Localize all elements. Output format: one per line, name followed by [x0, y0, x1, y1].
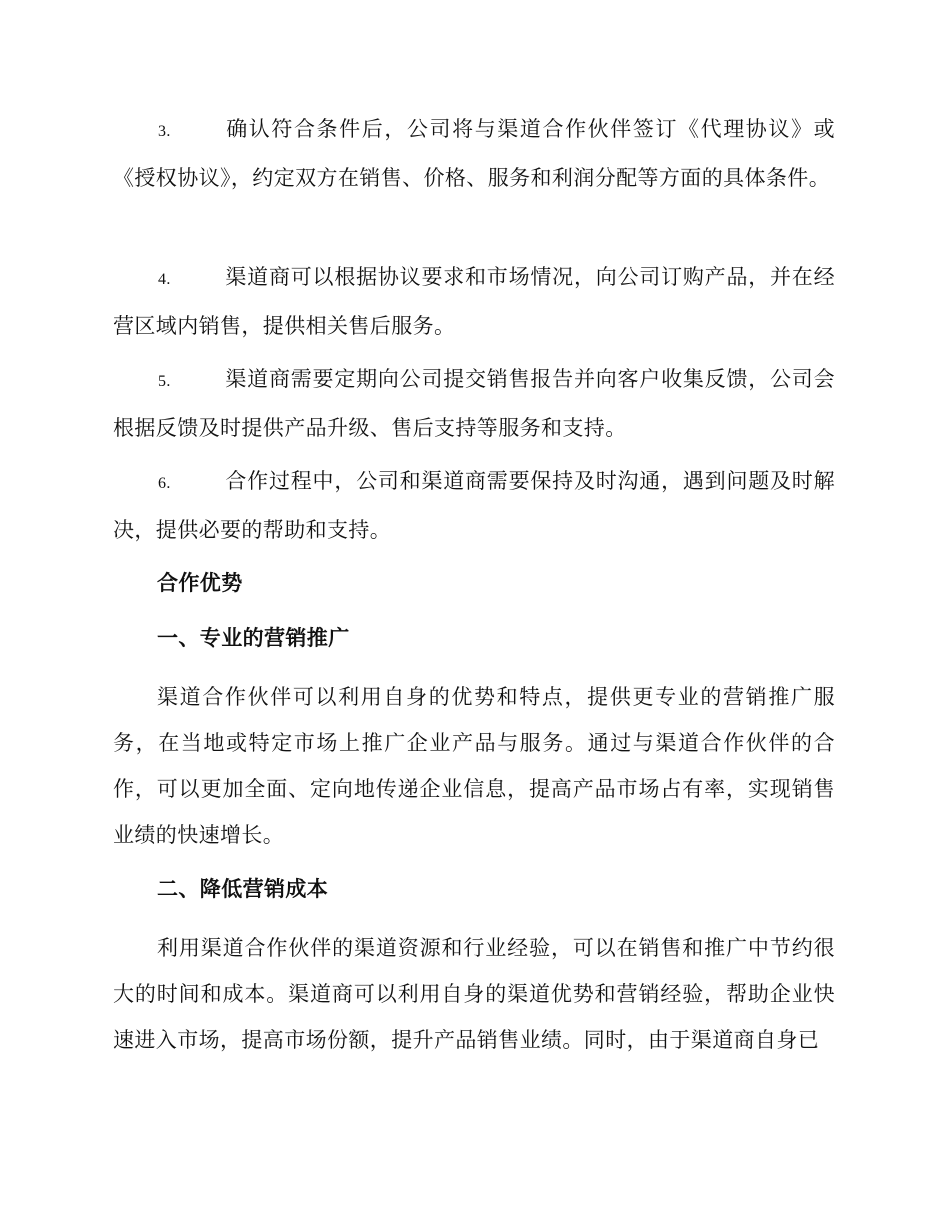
- list-text: 合作过程中，公司和渠道商需要保持及时沟通，遇到问题及时解决，提供必要的帮助和支持。: [113, 469, 835, 542]
- list-item-6: [113, 458, 835, 553]
- section-body-1: 渠道合作伙伴可以利用自身的优势和特点，提供更专业的营销推广服务，在当地或特定市场上推广企业产品与服务。通过与渠道合作伙伴的合作，可以更加全面、定向地传递企业信息，提高产品市场占有率，实现销售业绩的快速增长。: [113, 685, 835, 847]
- list-text: 渠道商可以根据协议要求和市场情况，向公司订购产品，并在经营区域内销售，提供相关售后服务。: [113, 265, 835, 338]
- section-heading-1: 一、专业的营销推广: [157, 626, 350, 650]
- list-number: 6.: [158, 475, 171, 492]
- list-number: 5.: [158, 373, 171, 390]
- list-number: 3.: [158, 123, 171, 140]
- section-body-2: 利用渠道合作伙伴的渠道资源和行业经验，可以在销售和推广中节约很大的时间和成本。渠道商可以利用自身的渠道优势和营销经验，帮助企业快速进入市场，提高市场份额，提升产品销售业绩。同时，由于渠道商自身已: [113, 936, 835, 1052]
- section-heading-2: 二、降低营销成本: [157, 877, 329, 901]
- list-number: 4.: [158, 271, 171, 288]
- list-item-4: [113, 254, 835, 349]
- list-text: 确认符合条件后，公司将与渠道合作伙伴签订《代理协议》或《授权协议》，约定双方在销售、价格、服务和利润分配等方面的具体条件。: [113, 117, 835, 190]
- list-text: 渠道商需要定期向公司提交销售报告并向客户收集反馈，公司会根据反馈及时提供产品升级、售后支持等服务和支持。: [113, 367, 835, 440]
- list-item-5: [113, 356, 835, 451]
- list-item-3: [113, 106, 835, 201]
- section-title: 合作优势: [157, 571, 243, 595]
